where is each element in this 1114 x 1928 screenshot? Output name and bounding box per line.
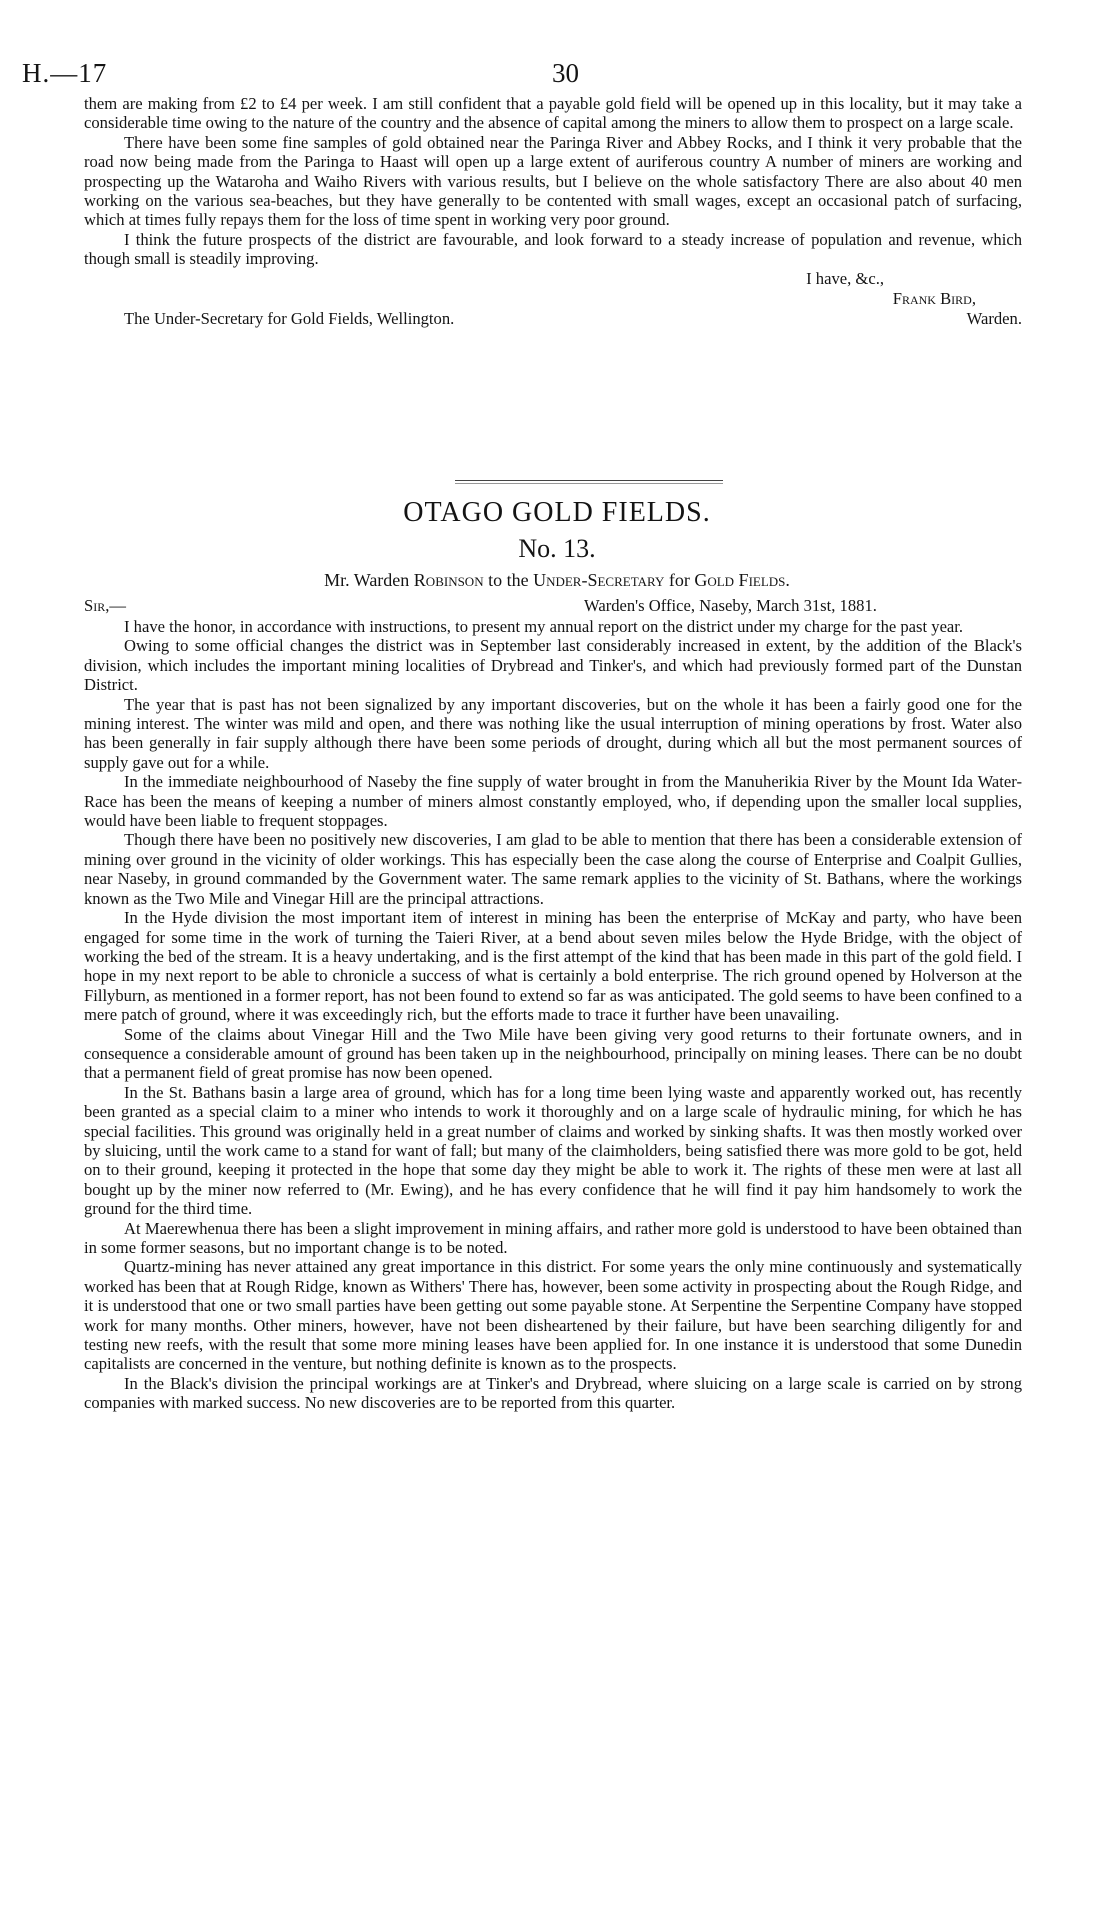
- paragraph: Owing to some official changes the district was in September last considerably increased in extent, by the addition of the Black's division, which includes the important mining localities of Drybread and Tinker's, and which had previously formed part of the Dunstan District.: [84, 636, 1022, 695]
- subtitle-text: for: [664, 570, 695, 590]
- paragraph: The year that is past has not been signalized by any important discoveries, but on the whole it has been a fairly good one for the mining interest. The winter was mild and open, and there was nothing like the usual interruption of mining operations by frost. Water also has been generally in fair supply although there have been some periods of drought, during which all but the most permanent sources of supply gave out for a while.: [84, 694, 1022, 772]
- signatory-title: Warden.: [966, 308, 1022, 328]
- paragraph: In the St. Bathans basin a large area of ground, which has for a long time been lying waste and apparently worked out, has recently been granted as a special claim to a miner who intends to work it thoroughly and on a large scale of hydraulic mining, for which he has special facilities. This ground was originally held in a great number of claims and worked by sinking shafts. It was then mostly worked over by sluicing, until the work came to a stand for want of fall; but many of the claimholders, being satisfied there was more gold to be got, held on to their ground, keeping it protected in the hope that some day they might be able to work it. The rights of these men were at last all bought up by the miner now referred to (Mr. Ewing), and he has every confidence that he will find it pay him handsomely to work the ground for the third time.: [84, 1082, 1022, 1219]
- closing-phrase: I have, &c.,: [806, 268, 884, 288]
- section-title: OTAGO GOLD FIELDS.: [403, 497, 711, 528]
- section-divider-secondary: [455, 483, 723, 484]
- paragraph: Quartz-mining has never attained any great importance in this district. For some years the only mine continuously and systematically worked has been that at Rough Ridge, known as Withers' There has, however, been some activity in prospecting about the Rough Ridge, and it is understood that one or two small parties have been getting out some payable stone. At Serpentine the Serpentine Company have stopped work for many months. Other miners, however, have not been disheartened by their failure, but have been searching diligently for and testing new reefs, with the result that some more mining leases have been applied for. In one instance it is understood that some Dunedin capitalists are concerned in the venture, but nothing definite is known as to the prospects.: [84, 1257, 1022, 1374]
- subtitle-name: Robinson: [413, 570, 484, 590]
- continuation-text: [84, 94, 1022, 329]
- addressee: The Under-Secretary for Gold Fields, Wellington.: [124, 308, 455, 328]
- report-body: [84, 617, 1022, 1413]
- paragraph: There have been some fine samples of gold obtained near the Paringa River and Abbey Rocks, and I think it very probable that the road now being made from the Paringa to Haast will open up a large extent of auriferous country A number of miners are working and prospecting up the Wataroha and Waiho Rivers with various results, but I believe on the whole satisfactory There are also about 40 men working on the various sea-beaches, but they have generally to be contented with small wages, except an occasional patch of surfacing, which at times fully repays them for the loss of time spent in working very poor ground.: [84, 132, 1022, 230]
- paragraph: At Maerewhenua there has been a slight improvement in mining affairs, and rather more gold is understood to have been obtained than in some former seasons, but no important change is to be noted.: [84, 1218, 1022, 1257]
- subtitle-department: Gold Fields.: [694, 570, 790, 590]
- subtitle-text: Mr. Warden: [324, 570, 414, 590]
- paragraph: In the Hyde division the most important item of interest in mining has been the enterprise of McKay and party, who have been engaged for some time in the work of turning the Taieri River, at a bend about seven miles below the Hyde Bridge, with the object of working the bed of the stream. It is a heavy undertaking, and is the first attempt of the kind that has been made in this part of the gold field. I hope in my next report to be able to chronicle a success of what is certainly a bold enterprise. The rich ground opened by Holverson at the Fillyburn, as mentioned in a former report, has not been found to extend so far as was anticipated. The gold seems to have been confined to a mere patch of ground, where it was exceedingly rich, but the efforts made to trace it further have been unavailing.: [84, 908, 1022, 1025]
- paragraph: Some of the claims about Vinegar Hill and the Two Mile have been giving very good returns to their fortunate owners, and in consequence a considerable amount of ground has been taken up in the neighbourhood, principally on mining leases. There can be no doubt that a permanent field of great promise has now been opened.: [84, 1024, 1022, 1083]
- subtitle-text: to the: [483, 570, 534, 590]
- paragraph: Though there have been no positively new discoveries, I am glad to be able to mention that there has been a considerable extension of mining over ground in the vicinity of older workings. This has especially been the case along the course of Enterprise and Coalpit Gullies, near Naseby, in ground commanded by the Government water. The same remark applies to the vicinity of St. Bathans, where the workings known as the Two Mile and Vinegar Hill are the principal attractions.: [84, 830, 1022, 908]
- paragraph: In the Black's division the principal workings are at Tinker's and Drybread, where sluicing on a large scale is carried on by strong companies with marked success. No new discoveries are to be reported from this quarter.: [84, 1373, 1022, 1413]
- page-number: 30: [552, 58, 579, 88]
- paragraph: them are making from £2 to £4 per week. I am still confident that a payable gold field will be opened up in this locality, but it may take a considerable time owing to the nature of the country and the absence of capital among the miners to allow them to prospect on a large scale.: [84, 94, 1022, 133]
- letter-closing: [84, 269, 1022, 329]
- page-reference: H.—17: [22, 58, 108, 88]
- section-subtitle: [0, 570, 1114, 591]
- salutation: Sir,—: [84, 596, 126, 615]
- office-dateline: Warden's Office, Naseby, March 31st, 1881.: [584, 596, 877, 615]
- section-divider: [455, 480, 723, 481]
- paragraph: In the immediate neighbourhood of Naseby the fine supply of water brought in from the Manuherikia River by the Mount Ida Water-Race has been the means of keeping a number of miners almost constantly employed, who, if depending upon the smaller local supplies, would have been liable to frequent stoppages.: [84, 772, 1022, 831]
- signature: Frank Bird,: [892, 288, 976, 308]
- subtitle-recipient: Under-Secretary: [533, 570, 665, 590]
- paragraph: I have the honor, in accordance with instructions, to present my annual report on the district under my charge for the past year.: [124, 617, 964, 636]
- section-number: No. 13.: [518, 534, 596, 563]
- paragraph: I think the future prospects of the district are favourable, and look forward to a steady increase of population and revenue, which though small is steadily improving.: [84, 229, 1022, 269]
